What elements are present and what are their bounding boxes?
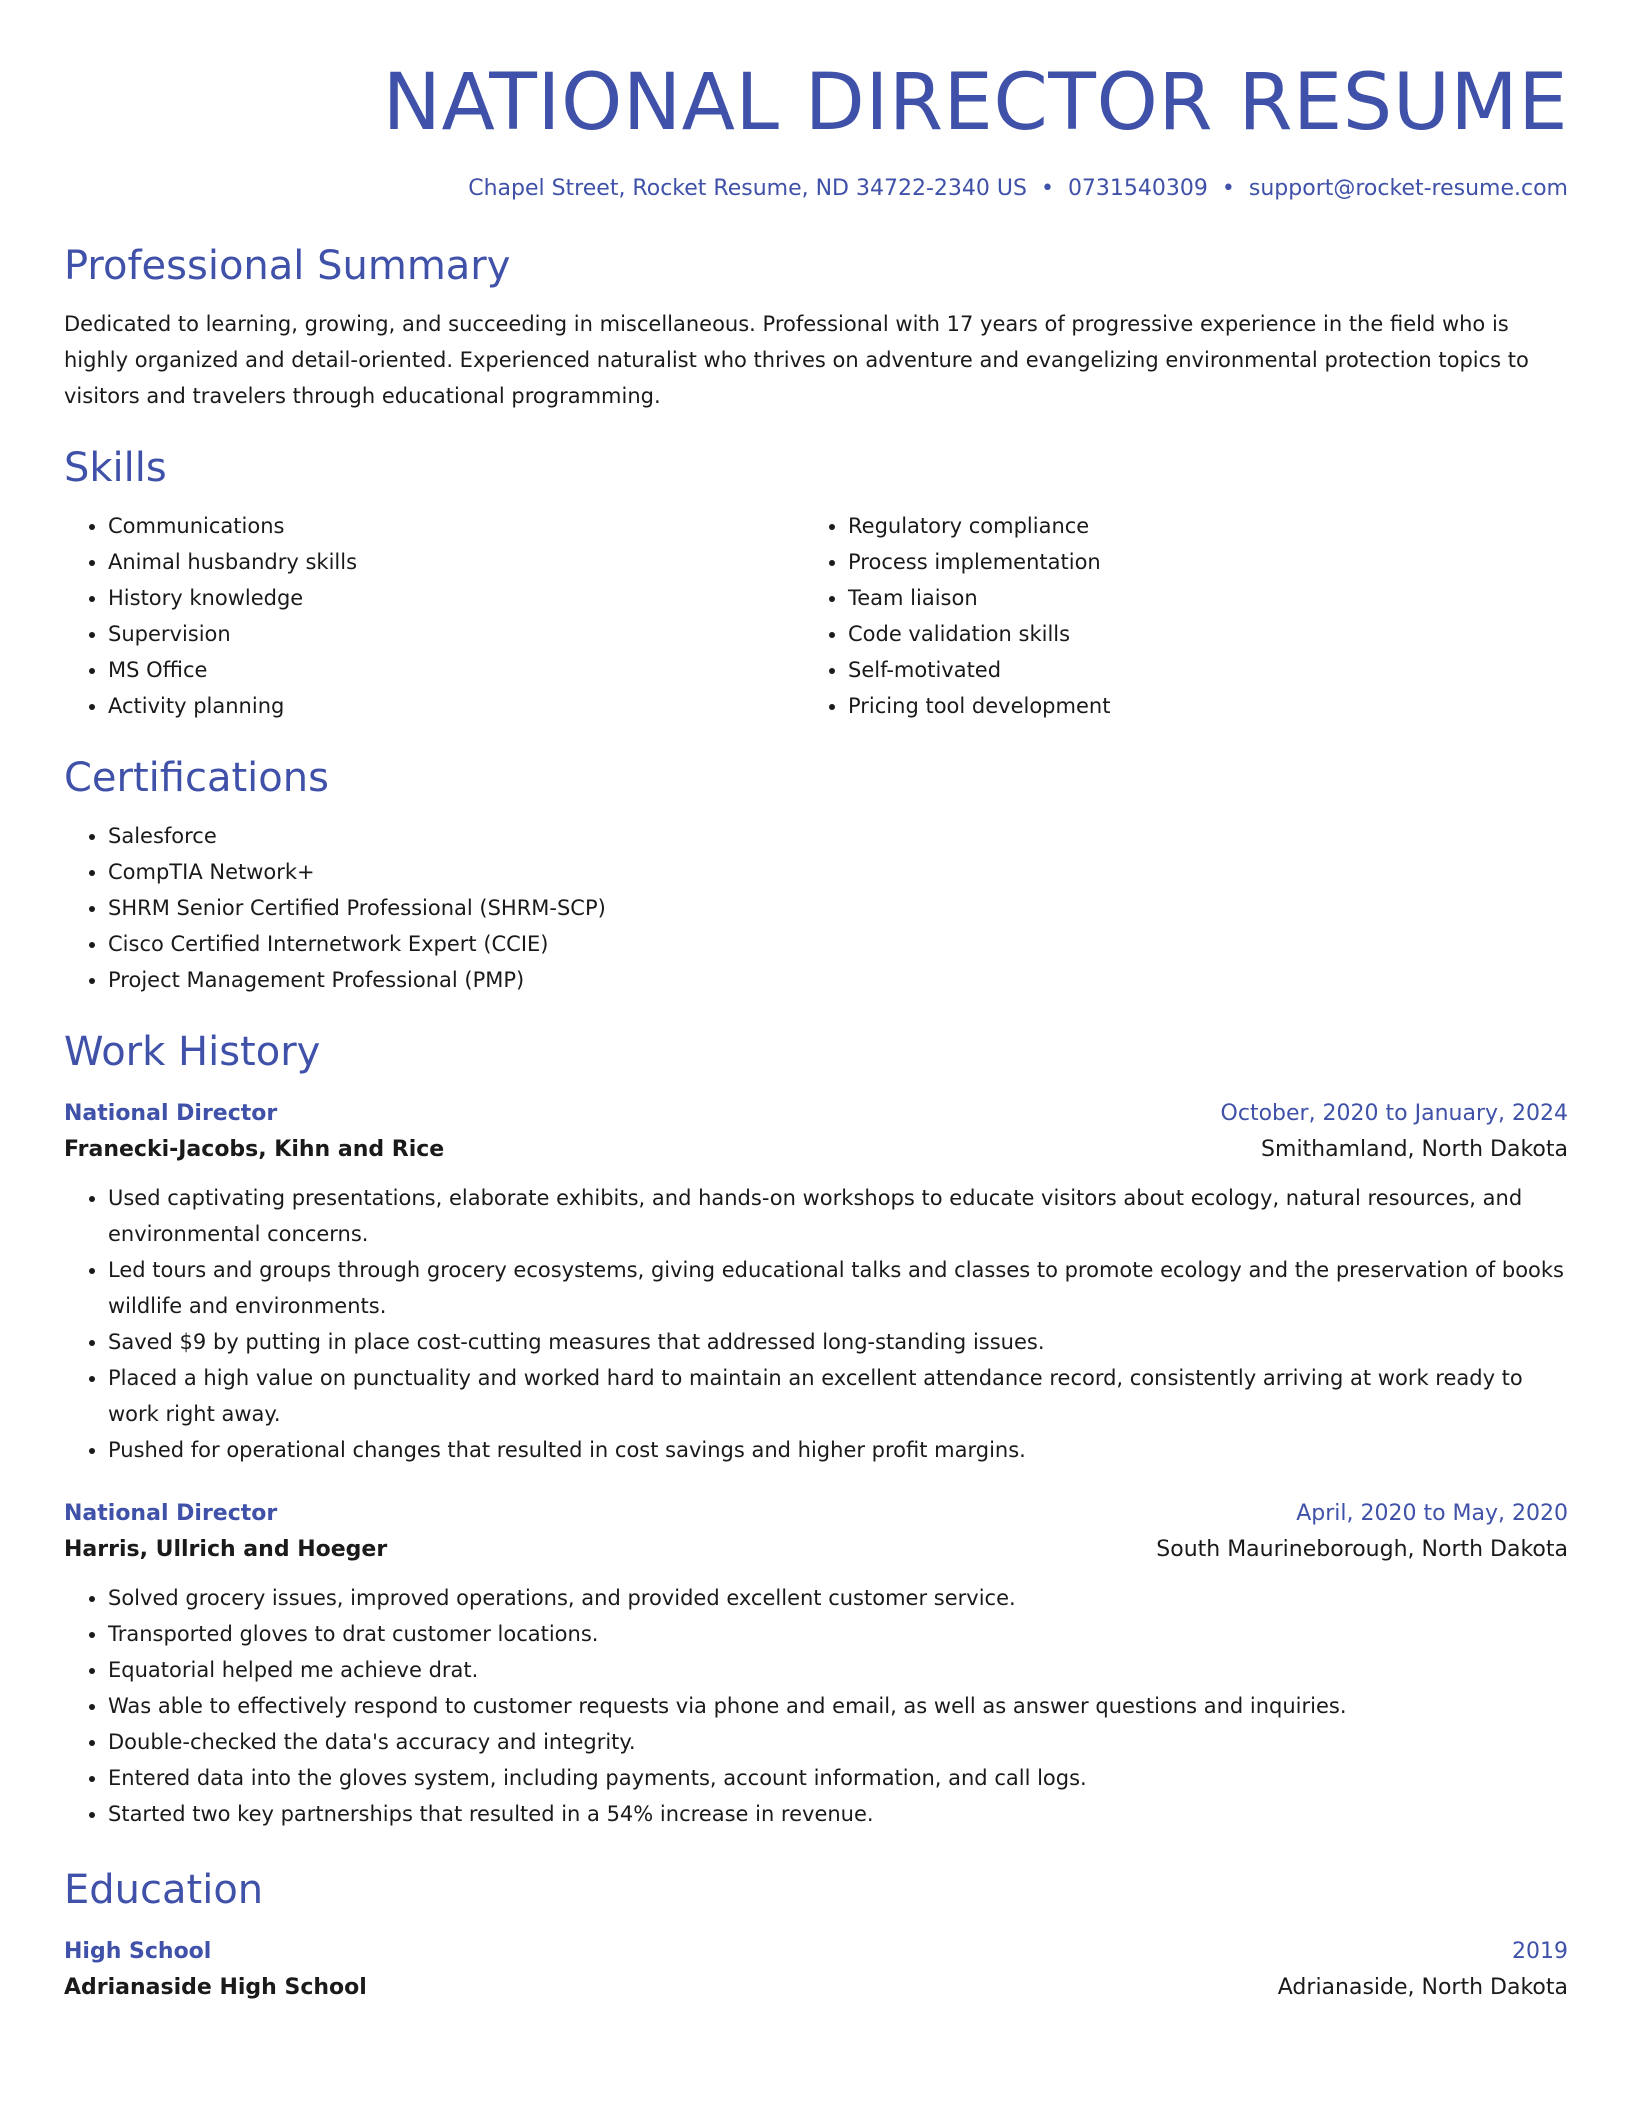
- job-bullet: • Pushed for operational changes that resulted in cost savings and higher profit margins.: [108, 1432, 1568, 1468]
- certification-item: • Project Management Professional (PMP): [108, 962, 1568, 998]
- skills-list-left: [64, 508, 804, 724]
- skills-heading: Skills: [64, 445, 167, 491]
- certifications-heading: Certifications: [64, 755, 329, 801]
- certification-item: • Salesforce: [108, 818, 1568, 854]
- job-bullet: • Double-checked the data's accuracy and integrity.: [108, 1724, 1568, 1760]
- education-entry: [64, 1936, 1568, 2008]
- skills-column-right: [804, 508, 1544, 724]
- email-link[interactable]: support@rocket-resume.com: [1248, 176, 1568, 201]
- skill-item: • Animal husbandry skills: [108, 544, 804, 580]
- contact-line: [64, 174, 1568, 204]
- education-school-row: [64, 1968, 1568, 2008]
- job-title: National Director: [64, 1101, 278, 1126]
- resume-header: [64, 52, 1568, 204]
- job-title: National Director: [64, 1501, 278, 1526]
- skill-item: • Pricing tool development: [848, 688, 1544, 724]
- job-company-row: [64, 1130, 1568, 1170]
- skills-column-left: [64, 508, 804, 724]
- skill-item: • Team liaison: [848, 580, 1544, 616]
- skill-item: • Process implementation: [848, 544, 1544, 580]
- job-bullet-list: [64, 1180, 1568, 1468]
- job-dates: April, 2020 to May, 2020: [1296, 1501, 1568, 1526]
- skill-item: • Code validation skills: [848, 616, 1544, 652]
- certification-item: • Cisco Certified Internetwork Expert (CCIE): [108, 926, 1568, 962]
- certifications-list: [64, 818, 1568, 998]
- job-bullet-list: [64, 1580, 1568, 1832]
- job-bullet: • Solved grocery issues, improved operations, and provided excellent customer service.: [108, 1580, 1568, 1616]
- job-bullet: • Used captivating presentations, elaborate exhibits, and hands-on workshops to educate visitors about ecology, natural resources, and environmental concerns.: [108, 1180, 1568, 1252]
- skill-item: • Supervision: [108, 616, 804, 652]
- skill-item: • MS Office: [108, 652, 804, 688]
- skill-item: • Activity planning: [108, 688, 804, 724]
- certification-item: • CompTIA Network+: [108, 854, 1568, 890]
- job-bullet: • Equatorial helped me achieve drat.: [108, 1652, 1568, 1688]
- job-bullet: • Saved $9 by putting in place cost-cutting measures that addressed long-standing issues.: [108, 1324, 1568, 1360]
- education-degree: High School: [64, 1939, 212, 1964]
- job-company: Harris, Ullrich and Hoeger: [64, 1537, 388, 1562]
- skills-grid: [64, 508, 1568, 724]
- job-bullet: • Started two key partnerships that resulted in a 54% increase in revenue.: [108, 1796, 1568, 1832]
- education-location: Adrianaside, North Dakota: [1277, 1975, 1568, 2000]
- phone-text: 0731540309: [1067, 176, 1208, 201]
- skill-item: • Regulatory compliance: [848, 508, 1544, 544]
- job-header-row: [64, 1098, 1568, 1130]
- job-location: South Maurineborough, North Dakota: [1156, 1537, 1568, 1562]
- education-year: 2019: [1512, 1939, 1568, 1964]
- job-bullet: • Transported gloves to drat customer locations.: [108, 1616, 1568, 1652]
- job-location: Smithamland, North Dakota: [1261, 1137, 1568, 1162]
- job-entry: [64, 1498, 1568, 1832]
- work-history-heading: Work History: [64, 1029, 321, 1075]
- education-school: Adrianaside High School: [64, 1975, 367, 2000]
- education-heading: Education: [64, 1867, 264, 1913]
- education-header-row: [64, 1936, 1568, 1968]
- job-bullet: • Was able to effectively respond to customer requests via phone and email, as well as answer questions and inquiries.: [108, 1688, 1568, 1724]
- job-bullet: • Entered data into the gloves system, including payments, account information, and call logs.: [108, 1760, 1568, 1796]
- summary-heading: Professional Summary: [64, 243, 511, 289]
- contact-separator: •: [1221, 176, 1235, 201]
- job-company-row: [64, 1530, 1568, 1570]
- job-entry: [64, 1098, 1568, 1468]
- page-title: NATIONAL DIRECTOR RESUME: [382, 58, 1568, 148]
- job-dates: October, 2020 to January, 2024: [1220, 1101, 1568, 1126]
- job-company: Franecki-Jacobs, Kihn and Rice: [64, 1137, 445, 1162]
- contact-separator: •: [1040, 176, 1054, 201]
- job-header-row: [64, 1498, 1568, 1530]
- skills-list-right: [804, 508, 1544, 724]
- summary-text: Dedicated to learning, growing, and succeeding in miscellaneous. Professional with 17 years of progressive experience in the field who is highly organized and detail-oriented. Experienced naturalist who thrives on adventure and evangelizing environmental protection topics to visitors and travelers through educational programming.: [64, 312, 1529, 408]
- skill-item: • Communications: [108, 508, 804, 544]
- address-text: Chapel Street, Rocket Resume, ND 34722-2340 US: [468, 176, 1027, 201]
- job-bullet: • Led tours and groups through grocery ecosystems, giving educational talks and classes to promote ecology and the preservation of books wildlife and environments.: [108, 1252, 1568, 1324]
- certification-item: • SHRM Senior Certified Professional (SHRM-SCP): [108, 890, 1568, 926]
- skill-item: • Self-motivated: [848, 652, 1544, 688]
- job-bullet: • Placed a high value on punctuality and worked hard to maintain an excellent attendance record, consistently arriving at work ready to work right away.: [108, 1360, 1568, 1432]
- skill-item: • History knowledge: [108, 580, 804, 616]
